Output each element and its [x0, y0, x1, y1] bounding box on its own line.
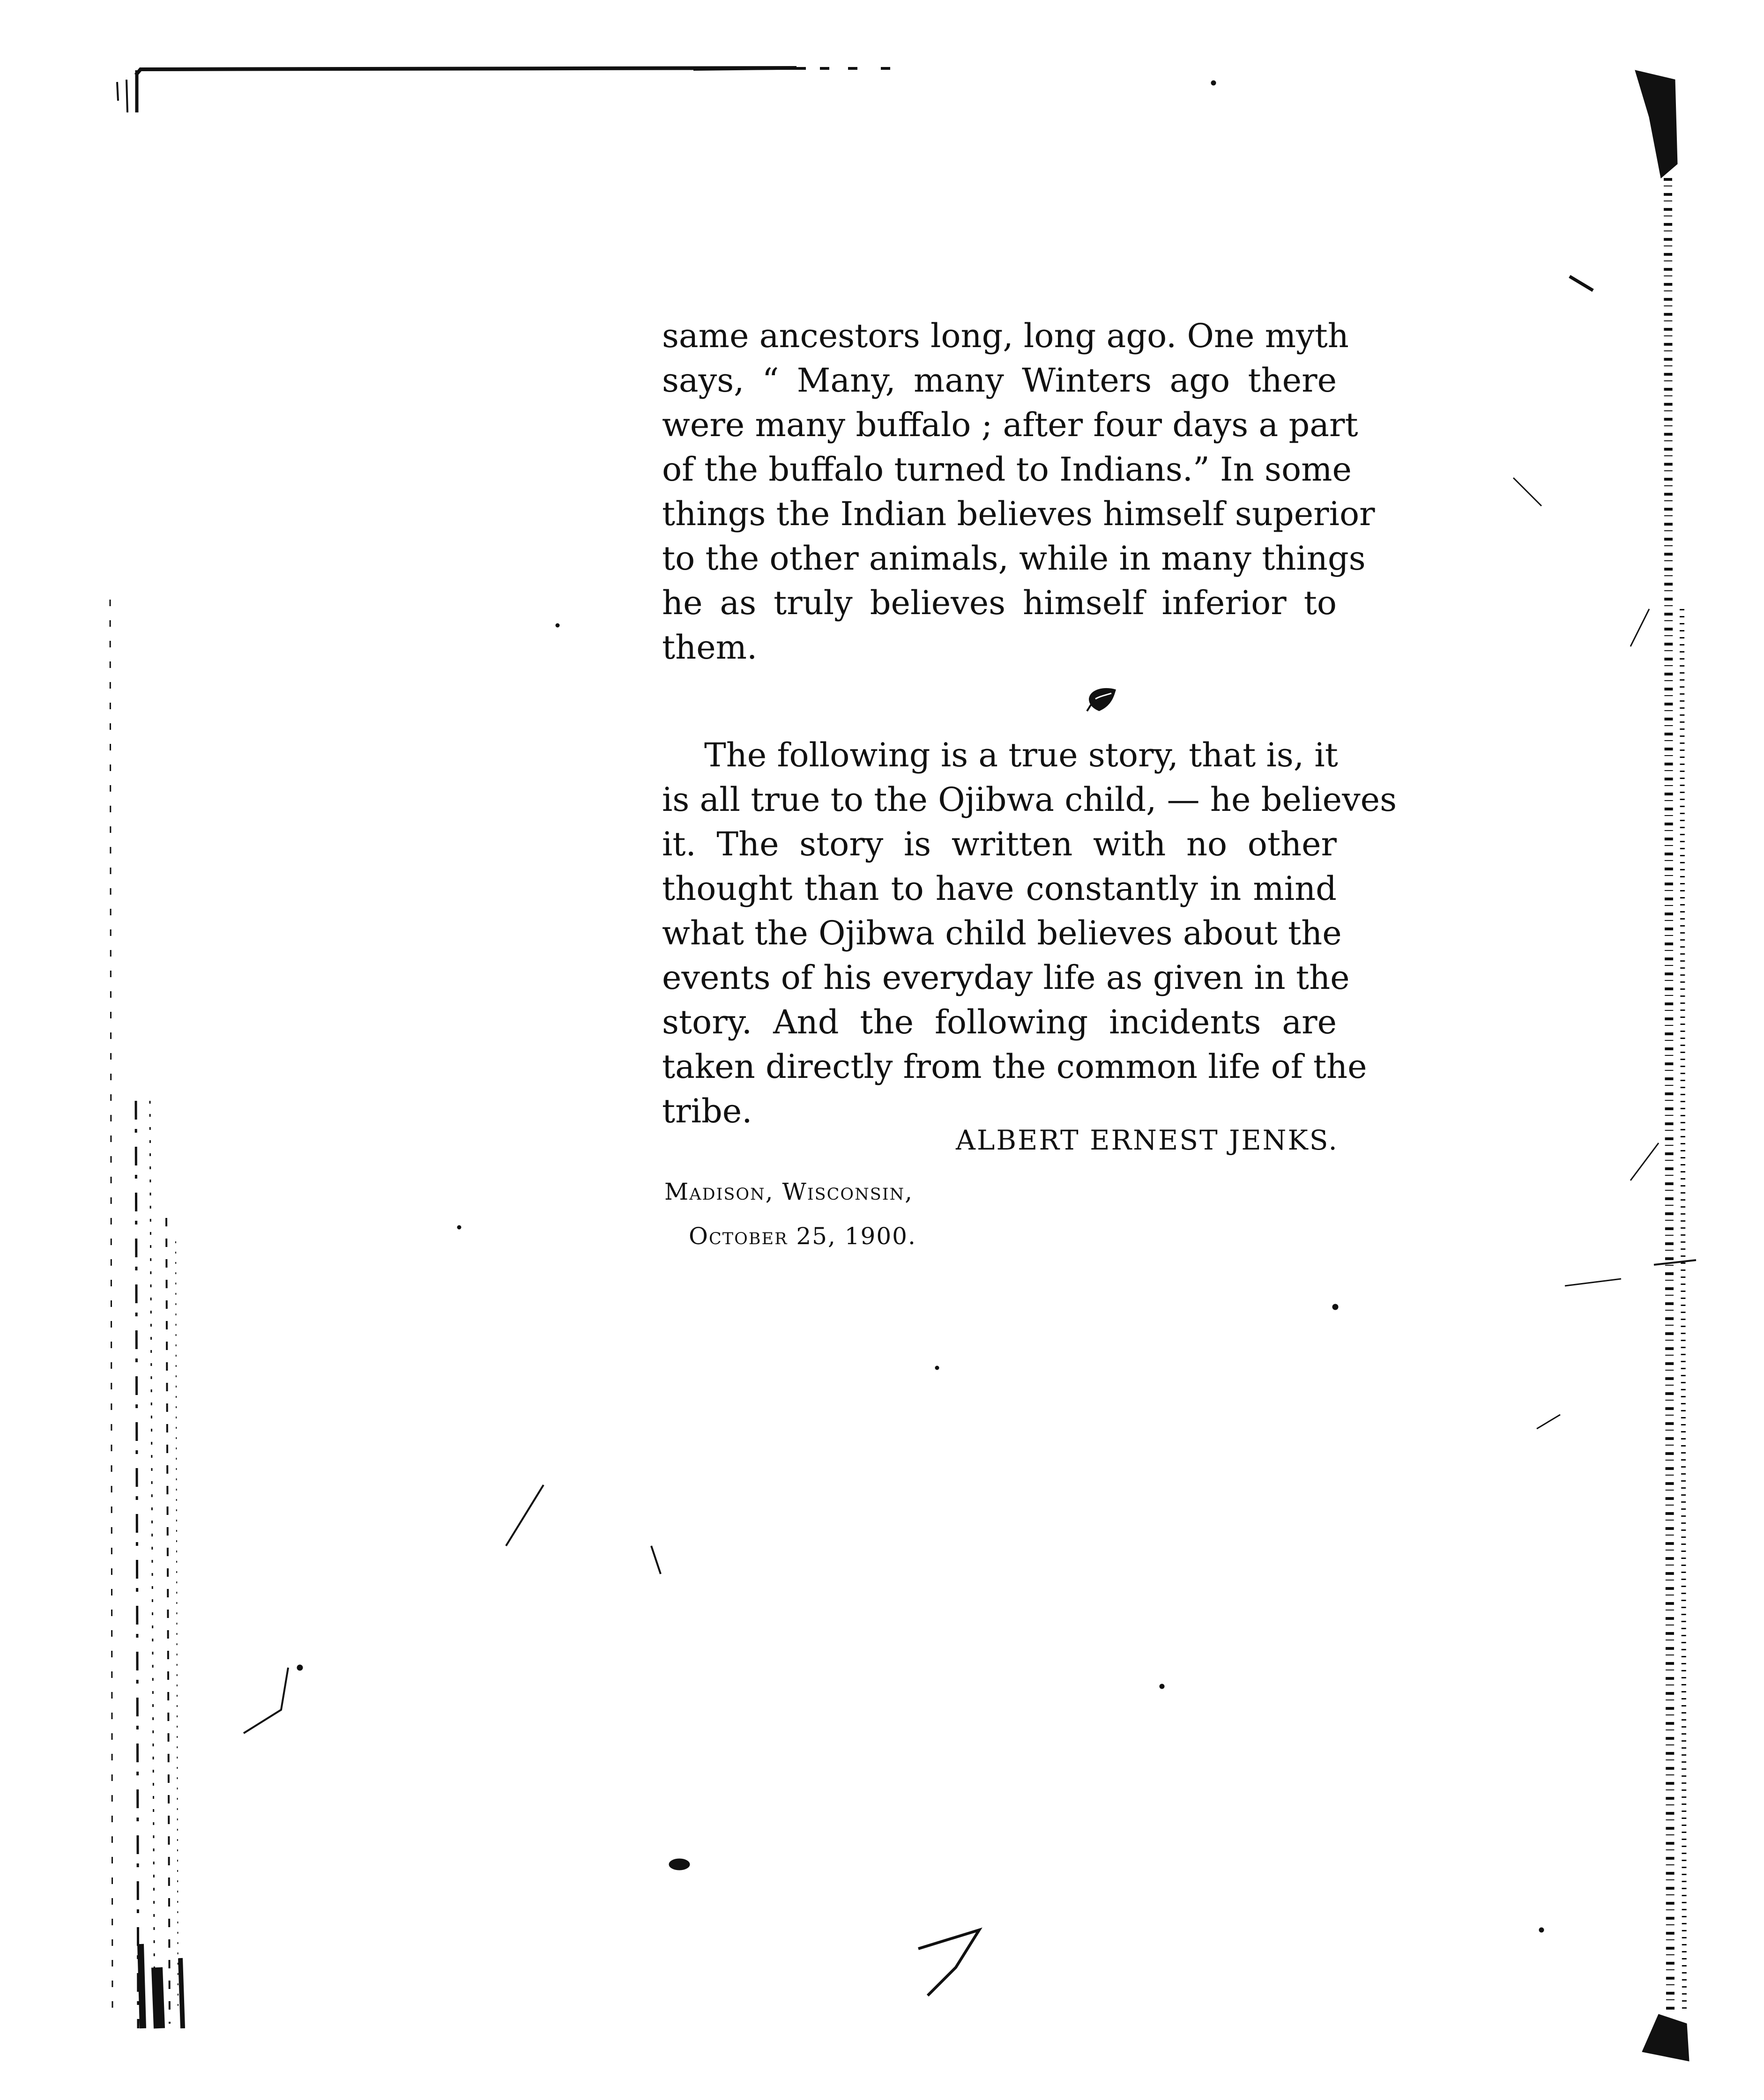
- paragraph-1: [662, 314, 1375, 670]
- top-border-rule: [117, 68, 890, 112]
- paragraph-2-line: story. And the following incidents are: [662, 1003, 1337, 1041]
- paragraph-2-line: it. The story is written with no other: [662, 825, 1337, 863]
- paragraph-1-line: he as truly believes himself inferior to: [662, 584, 1337, 622]
- place-line: Madison, Wisconsin,: [664, 1178, 914, 1205]
- paragraph-2: [662, 733, 1397, 1134]
- paragraph-1-line: to the other animals, while in many things: [662, 539, 1366, 578]
- paragraph-1-line: says, “ Many, many Winters ago there: [662, 361, 1337, 400]
- paragraph-2-line: events of his everyday life as given in the: [662, 958, 1350, 997]
- paragraph-2-line: taken directly from the common life of the: [662, 1047, 1367, 1086]
- paragraph-2-line: what the Ojibwa child believes about the: [662, 914, 1342, 952]
- author-signature: ALBERT ERNEST JENKS.: [956, 1124, 1339, 1156]
- right-binding-edge: [1565, 70, 1696, 2061]
- date-line: October 25, 1900.: [689, 1223, 916, 1250]
- paragraph-2-line: tribe.: [662, 1092, 752, 1130]
- paragraph-2-line: is all true to the Ojibwa child, — he believes: [662, 780, 1397, 819]
- leaf-ornament-icon: [1085, 685, 1120, 715]
- paragraph-1-line: were many buffalo ; after four days a part: [662, 406, 1358, 444]
- paragraph-1-line: them.: [662, 628, 758, 667]
- paragraph-1-line: things the Indian believes himself superior: [662, 495, 1375, 533]
- paragraph-2-line: The following is a true story, that is, it: [704, 736, 1338, 774]
- paragraph-1-line: same ancestors long, long ago. One myth: [662, 317, 1349, 355]
- paragraph-2-line: thought than to have constantly in mind: [662, 869, 1337, 908]
- left-binding-edge: [110, 600, 183, 2028]
- paragraph-1-line: of the buffalo turned to Indians.” In some: [662, 450, 1352, 489]
